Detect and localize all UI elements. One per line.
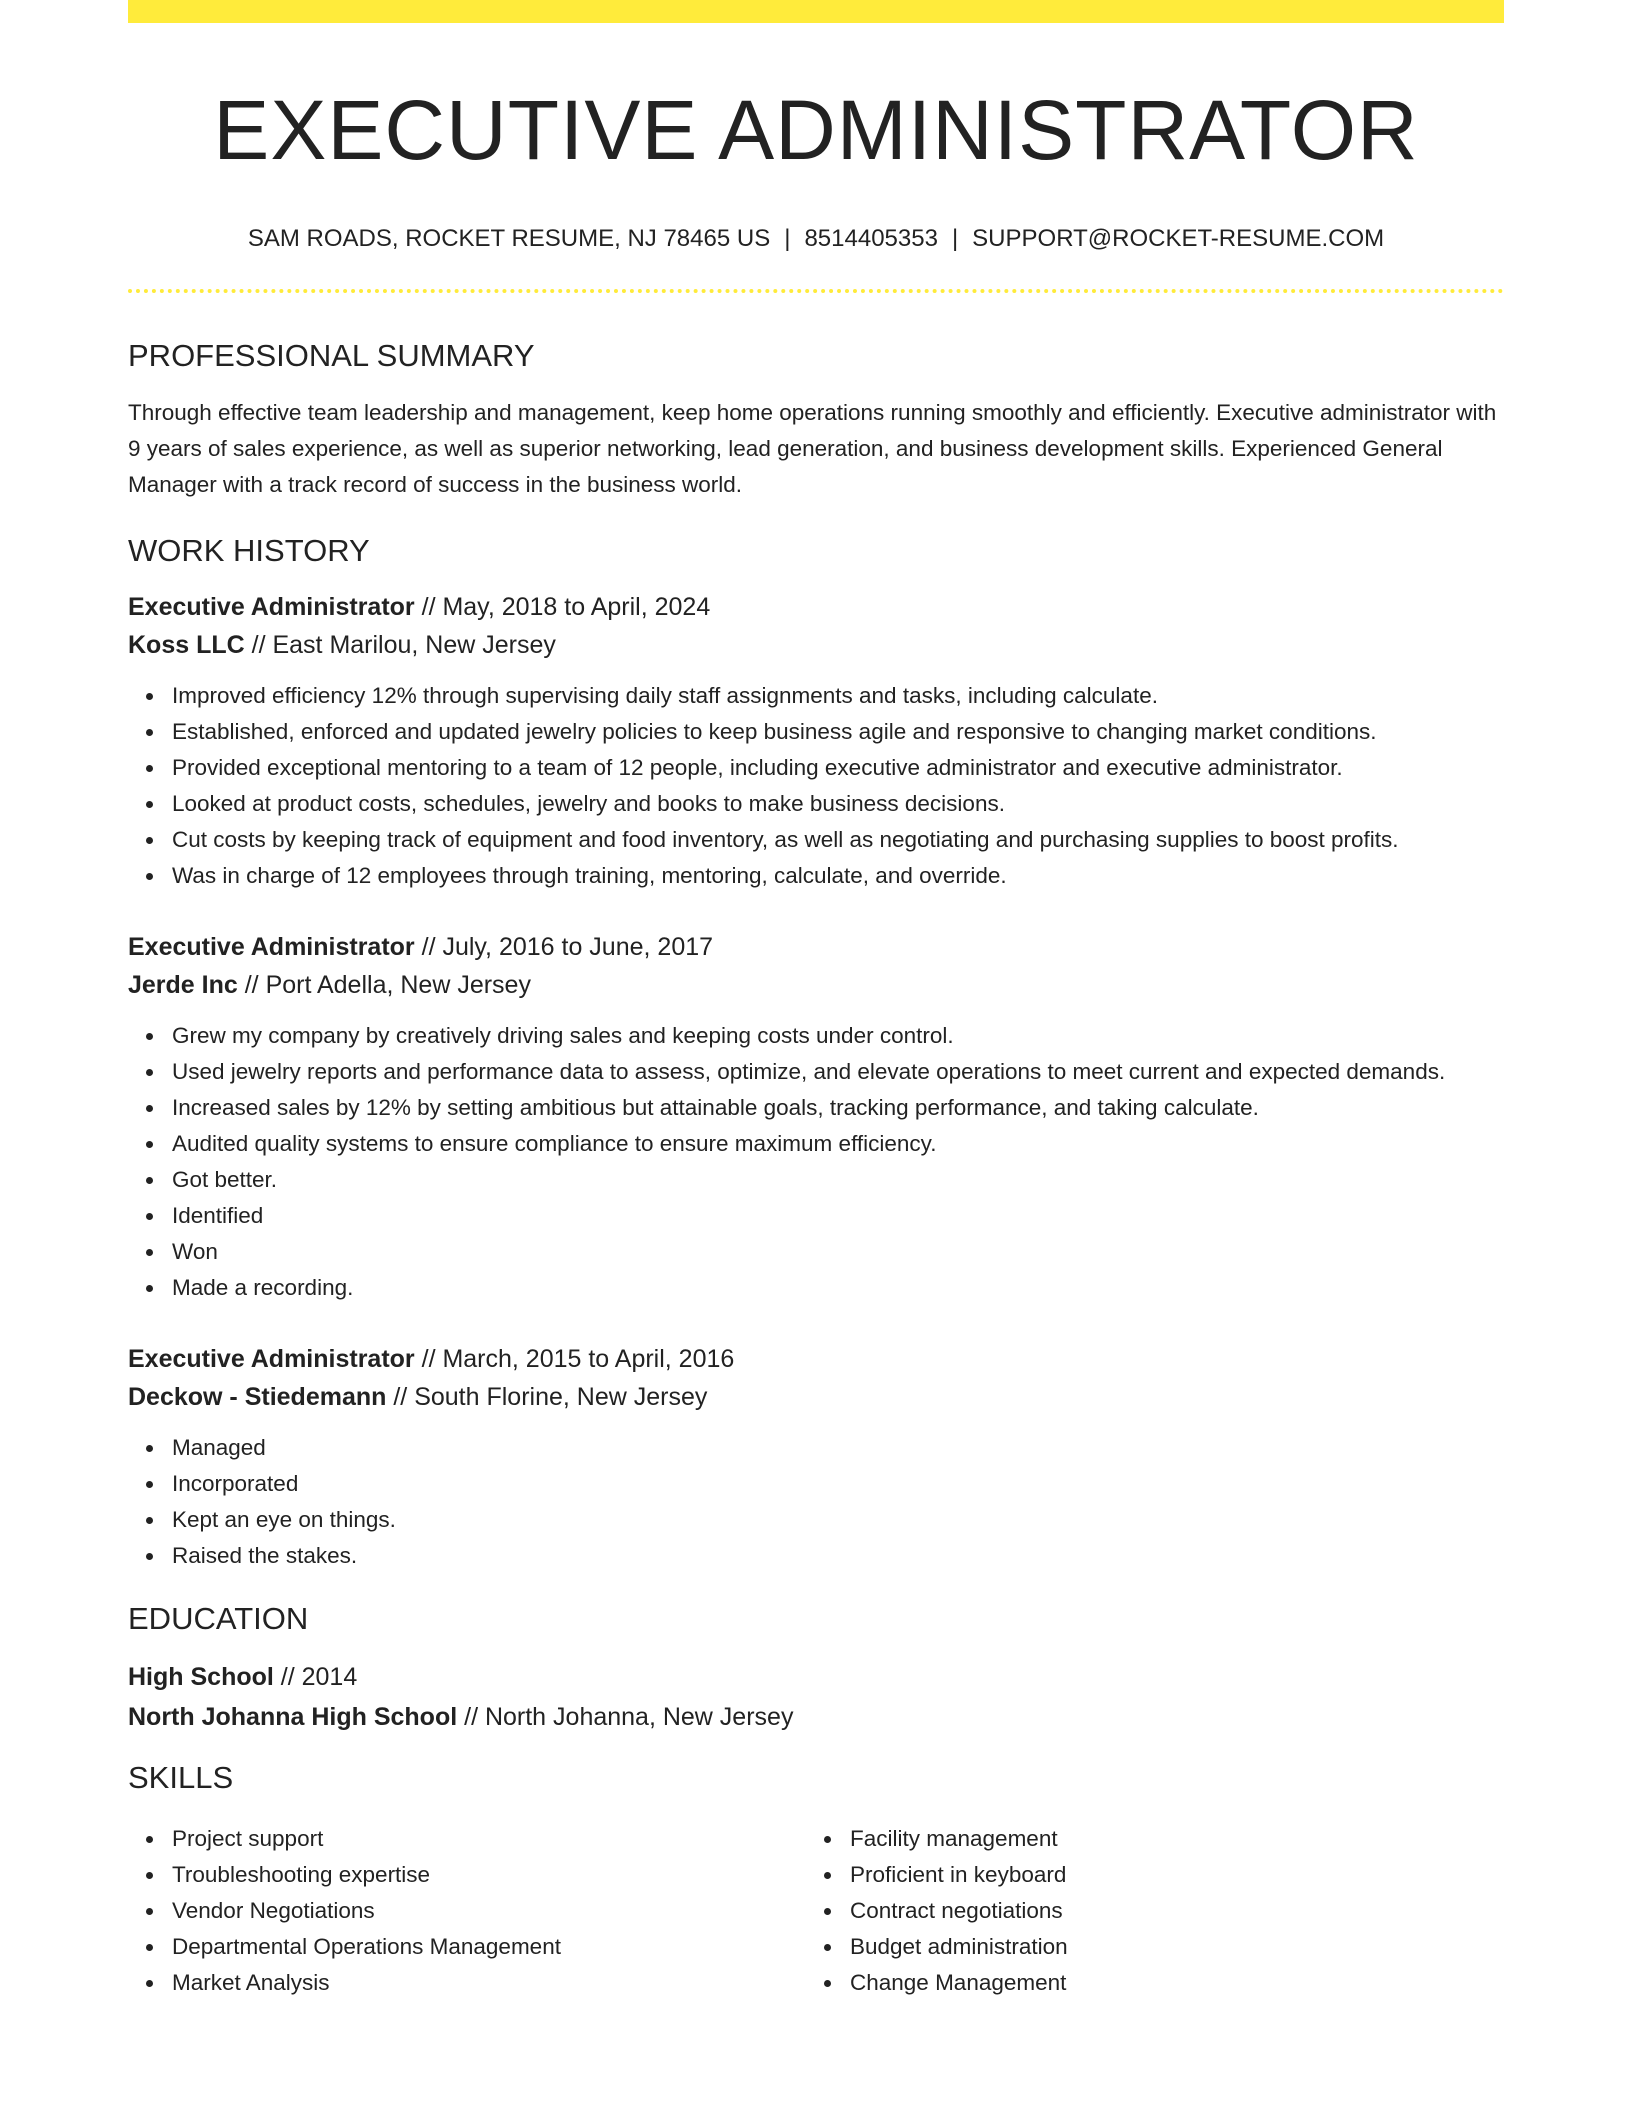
job-company-line	[128, 1378, 1504, 1416]
job-company: Jerde Inc	[128, 971, 238, 999]
job-location: // Port Adella, New Jersey	[237, 971, 531, 999]
job-bullet: Looked at product costs, schedules, jewelry and books to make business decisions.	[172, 786, 1504, 822]
skill-item: Market Analysis	[172, 1965, 806, 2001]
job-role: Executive Administrator	[128, 593, 415, 621]
skill-item: Budget administration	[850, 1929, 1484, 1965]
job-bullet: Managed	[172, 1430, 1504, 1466]
dotted-divider	[128, 289, 1504, 293]
job-bullet: Kept an eye on things.	[172, 1502, 1504, 1538]
education-heading: EDUCATION	[128, 1601, 309, 1636]
skill-item: Change Management	[850, 1965, 1484, 2001]
skill-item: Departmental Operations Management	[172, 1929, 806, 1965]
job-company: Deckow - Stiedemann	[128, 1383, 387, 1411]
job-bullet: Grew my company by creatively driving sales and keeping costs under control.	[172, 1018, 1504, 1054]
job-bullet: Used jewelry reports and performance data to assess, optimize, and elevate operations to meet current and expected demands.	[172, 1054, 1504, 1090]
skills-heading: SKILLS	[128, 1760, 234, 1795]
job-bullet: Provided exceptional mentoring to a team of 12 people, including executive administrator and executive administrator.	[172, 750, 1504, 786]
job-title-line	[128, 928, 1504, 966]
job-bullets	[128, 1430, 1504, 1574]
job-bullet: Made a recording.	[172, 1270, 1504, 1306]
contact-separator: |	[951, 225, 959, 252]
contact-address: SAM ROADS, ROCKET RESUME, NJ 78465 US	[247, 225, 771, 252]
skills-column-right	[806, 1821, 1484, 2001]
work-history-heading: WORK HISTORY	[128, 533, 370, 568]
education-degree: High School	[128, 1663, 274, 1691]
job-dates: // July, 2016 to June, 2017	[414, 933, 714, 961]
job-bullet: Got better.	[172, 1162, 1504, 1198]
job-dates: // May, 2018 to April, 2024	[414, 593, 711, 621]
job-bullet: Raised the stakes.	[172, 1538, 1504, 1574]
skill-item: Vendor Negotiations	[172, 1893, 806, 1929]
job-bullet: Audited quality systems to ensure compliance to ensure maximum efficiency.	[172, 1126, 1504, 1162]
education-school: North Johanna High School	[128, 1703, 458, 1731]
job-bullet: Incorporated	[172, 1466, 1504, 1502]
skills-list	[128, 1821, 806, 2001]
job-company: Koss LLC	[128, 631, 245, 659]
contact-email: SUPPORT@ROCKET-RESUME.COM	[972, 225, 1385, 252]
education-school-line	[128, 1697, 1504, 1737]
job-bullet: Established, enforced and updated jewelry policies to keep business agile and responsive to changing market conditions.	[172, 714, 1504, 750]
contact-line	[128, 224, 1504, 254]
job-bullet: Improved efficiency 12% through supervising daily staff assignments and tasks, including calculate.	[172, 678, 1504, 714]
education-year: // 2014	[273, 1663, 358, 1691]
skills-list	[806, 1821, 1484, 2001]
job-company-line	[128, 626, 1504, 664]
job-location: // East Marilou, New Jersey	[244, 631, 556, 659]
education-location: // North Johanna, New Jersey	[457, 1703, 794, 1731]
job-bullets	[128, 678, 1504, 894]
job-bullet: Was in charge of 12 employees through training, mentoring, calculate, and override.	[172, 858, 1504, 894]
job-entry	[128, 588, 1504, 894]
resume-content	[128, 0, 1504, 2001]
job-role: Executive Administrator	[128, 1345, 415, 1373]
job-role: Executive Administrator	[128, 933, 415, 961]
job-location: // South Florine, New Jersey	[386, 1383, 708, 1411]
skill-item: Contract negotiations	[850, 1893, 1484, 1929]
job-bullet: Identified	[172, 1198, 1504, 1234]
job-entry	[128, 1340, 1504, 1574]
skill-item: Proficient in keyboard	[850, 1857, 1484, 1893]
job-bullet: Increased sales by 12% by setting ambitious but attainable goals, tracking performance, and taking calculate.	[172, 1090, 1504, 1126]
skill-item: Facility management	[850, 1821, 1484, 1857]
job-bullets	[128, 1018, 1504, 1306]
contact-separator: |	[784, 225, 791, 252]
skills-columns	[128, 1821, 1504, 2001]
job-bullet: Won	[172, 1234, 1504, 1270]
skills-column-left	[128, 1821, 806, 2001]
job-entry	[128, 928, 1504, 1306]
job-company-line	[128, 966, 1504, 1004]
summary-heading: PROFESSIONAL SUMMARY	[128, 338, 535, 373]
resume-name: EXECUTIVE ADMINISTRATOR	[213, 83, 1419, 177]
skill-item: Troubleshooting expertise	[172, 1857, 806, 1893]
contact-phone: 8514405353	[804, 225, 938, 252]
job-title-line	[128, 588, 1504, 626]
education-entry	[128, 1657, 1504, 1737]
job-dates: // March, 2015 to April, 2016	[414, 1345, 735, 1373]
job-bullet: Cut costs by keeping track of equipment and food inventory, as well as negotiating and purchasing supplies to boost profits.	[172, 822, 1504, 858]
skill-item: Project support	[172, 1821, 806, 1857]
education-degree-line	[128, 1657, 1504, 1697]
summary-text: Through effective team leadership and management, keep home operations running smoothly and efficiently. Executive administrator with 9 years of sales experience, as well as superior networking, lead generation, and business development skills. Experienced General Manager with a track record of success in the business world.	[128, 400, 1497, 497]
job-title-line	[128, 1340, 1504, 1378]
